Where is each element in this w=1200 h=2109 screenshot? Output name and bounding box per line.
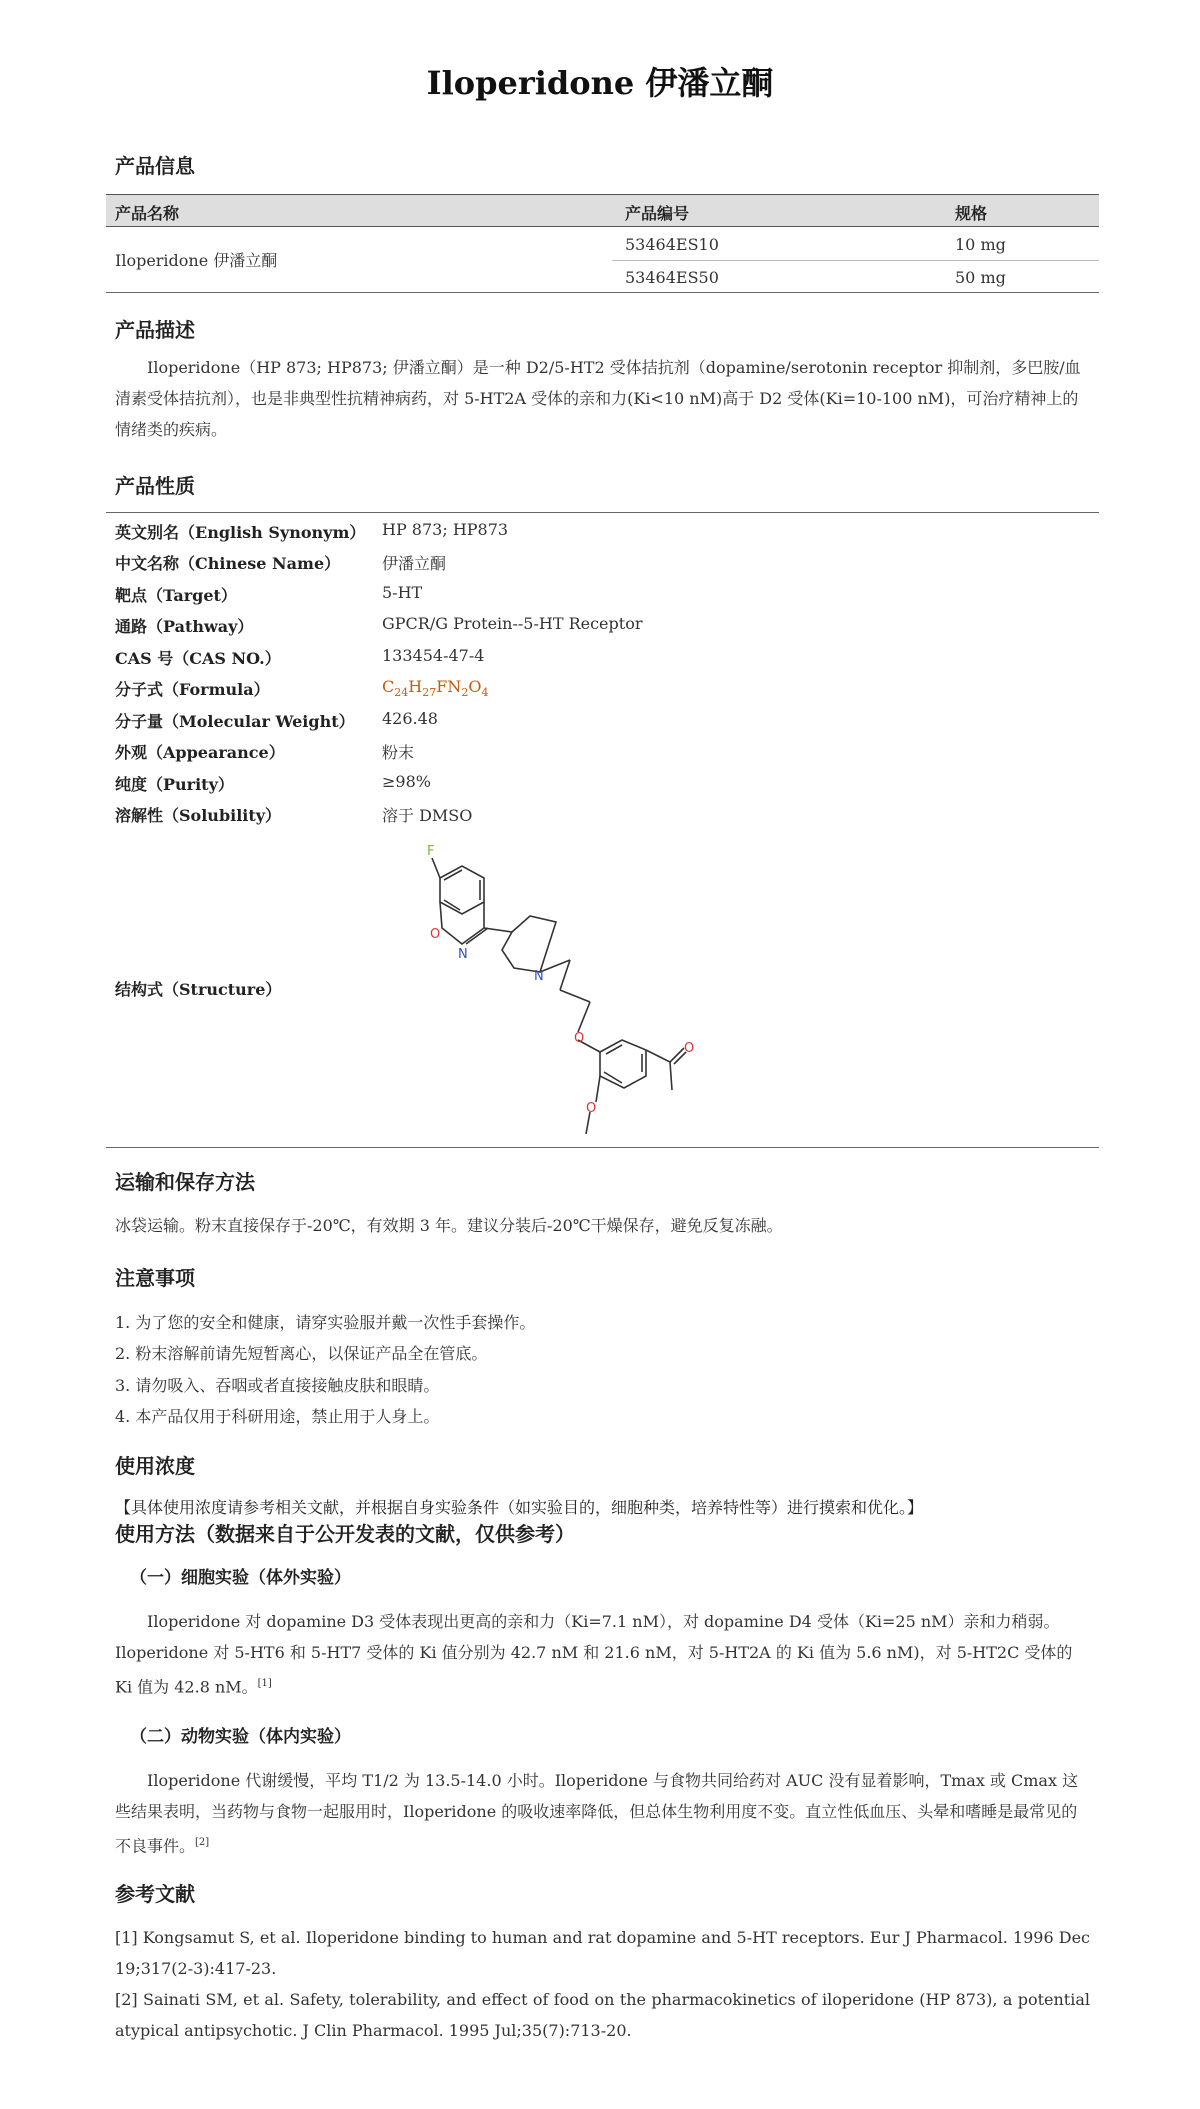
prop-value: 粉末 bbox=[382, 743, 415, 762]
aryl-ring bbox=[600, 1040, 646, 1088]
cell-exp-body: Iloperidone 对 dopamine D3 受体表现出更高的亲和力（Ki=7.1 nM），对 dopamine D4 受体（Ki=25 nM）亲和力稍弱。Iloperidone 对 5-HT6 和 5-HT7 受体的 Ki 值分别为 42.7 nM 和 21.6 nM，对 5-HT2A 的 Ki 值为 5.6 nM)，对 5-HT2C 受体的 Ki 值为 42.8 nM。 bbox=[115, 1612, 1073, 1697]
product-size-cell: 50 mg bbox=[955, 268, 1006, 287]
atom-o: O bbox=[586, 1101, 597, 1116]
product-info-heading: 产品信息 bbox=[115, 154, 195, 178]
animal-exp-body: Iloperidone 代谢缓慢，平均 T1/2 为 13.5-14.0 小时。Iloperidone 与食物共同给药对 AUC 没有显着影响，Tmax 或 Cmax 这些结果表明，当药物与食物一起服用时，Iloperidone 的吸收速率降低，但总体生物利用度不变。直立性低血压、头晕和嗜睡是最常见的不良事件。 bbox=[115, 1771, 1079, 1856]
prop-value: 133454-47-4 bbox=[382, 646, 485, 665]
product-name-cell: Iloperidone 伊潘立酮 bbox=[115, 251, 278, 270]
atom-n: N bbox=[458, 947, 468, 962]
prop-value: 溶于 DMSO bbox=[382, 806, 473, 825]
structure-label: 结构式（Structure） bbox=[115, 980, 282, 999]
prop-label: 分子量（Molecular Weight） bbox=[115, 712, 355, 731]
prop-value: 426.48 bbox=[382, 709, 438, 728]
atom-f: F bbox=[427, 844, 435, 859]
header-code: 产品编号 bbox=[625, 204, 690, 223]
prop-label: 纯度（Purity） bbox=[115, 775, 234, 794]
atom-o: O bbox=[574, 1031, 585, 1046]
prop-value: 伊潘立酮 bbox=[382, 554, 447, 573]
properties-top-rule bbox=[106, 512, 1099, 513]
concentration-heading: 使用浓度 bbox=[115, 1454, 195, 1478]
structure-diagram bbox=[380, 840, 760, 1140]
note-item: 1. 为了您的安全和健康，请穿实验服并戴一次性手套操作。 bbox=[115, 1313, 536, 1332]
storage-text: 冰袋运输。粉末直接保存于-20℃，有效期 3 年。建议分装后-20℃干燥保存，避免反复冻融。 bbox=[115, 1216, 783, 1235]
table-row-divider bbox=[612, 260, 1099, 261]
prop-label: CAS 号（CAS NO.） bbox=[115, 649, 281, 668]
animal-exp-heading: （二）动物实验（体内实验） bbox=[130, 1727, 351, 1747]
page-title: Iloperidone 伊潘立酮 bbox=[426, 64, 774, 102]
cell-exp-heading: （一）细胞实验（体外实验） bbox=[130, 1568, 351, 1588]
concentration-text: 【具体使用浓度请参考相关文献，并根据自身实验条件（如实验目的，细胞种类，培养特性等）进行摸索和优化。】 bbox=[115, 1498, 924, 1517]
description-text: Iloperidone（HP 873; HP873; 伊潘立酮）是一种 D2/5-HT2 受体拮抗剂（dopamine/serotonin receptor 抑制剂，多巴胺/血清素受体拮抗剂），也是非典型性抗精神病药，对 5-HT2A 受体的亲和力(Ki<10 nM)高于 D2 受体(Ki=10-100 nM)，可治疗精神上的情绪类的疾病。 bbox=[115, 358, 1081, 439]
references-heading: 参考文献 bbox=[115, 1882, 195, 1906]
product-table-header bbox=[106, 194, 1099, 227]
prop-label: 外观（Appearance） bbox=[115, 743, 285, 762]
prop-value: HP 873; HP873 bbox=[382, 520, 509, 539]
prop-label: 英文别名（English Synonym） bbox=[115, 523, 366, 542]
product-size-cell: 10 mg bbox=[955, 235, 1006, 254]
properties-heading: 产品性质 bbox=[115, 474, 195, 498]
reference-item: [1] Kongsamut S, et al. Iloperidone binding to human and rat dopamine and 5-HT receptors. Eur J Pharmacol. 1996 Dec 19;317(2-3):417-23. bbox=[115, 1928, 1090, 1978]
atom-o: O bbox=[684, 1041, 695, 1056]
prop-label: 分子式（Formula） bbox=[115, 680, 270, 699]
prop-label: 通路（Pathway） bbox=[115, 617, 254, 636]
header-name: 产品名称 bbox=[115, 204, 180, 223]
product-code-cell: 53464ES50 bbox=[625, 268, 719, 287]
prop-label: 溶解性（Solubility） bbox=[115, 806, 282, 825]
reference-item: [2] Sainati SM, et al. Safety, tolerability, and effect of food on the pharmacokinetics of iloperidone (HP 873), a potential atypical antipsychotic. J Clin Pharmacol. 1995 Jul;35(7):713-20. bbox=[115, 1990, 1090, 2040]
prop-label: 中文名称（Chinese Name） bbox=[115, 554, 341, 573]
prop-value: ≥98% bbox=[382, 772, 431, 791]
product-code-cell: 53464ES10 bbox=[625, 235, 719, 254]
method-heading: 使用方法（数据来自于公开发表的文献，仅供参考） bbox=[115, 1522, 575, 1546]
formula-value: $C_{24}H_{27}FN_2O_4$ bbox=[382, 677, 489, 700]
storage-heading: 运输和保存方法 bbox=[115, 1170, 255, 1194]
notes-heading: 注意事项 bbox=[115, 1266, 195, 1290]
ref-mark: [2] bbox=[195, 1837, 210, 1848]
prop-value: 5-HT bbox=[382, 583, 423, 602]
animal-exp-text bbox=[115, 1765, 1090, 1861]
atom-o: O bbox=[430, 927, 441, 942]
prop-value: GPCR/G Protein--5-HT Receptor bbox=[382, 614, 643, 633]
header-size: 规格 bbox=[955, 204, 988, 223]
piperidine-ring bbox=[502, 916, 556, 972]
properties-bottom-rule bbox=[106, 1147, 1099, 1148]
description-heading: 产品描述 bbox=[115, 318, 195, 342]
atom-n: N bbox=[534, 969, 544, 984]
note-item: 2. 粉末溶解前请先短暂离心，以保证产品全在管底。 bbox=[115, 1344, 488, 1363]
prop-label: 靶点（Target） bbox=[115, 586, 237, 605]
note-item: 3. 请勿吸入、吞咽或者直接接触皮肤和眼睛。 bbox=[115, 1376, 440, 1395]
benzene-ring bbox=[440, 866, 484, 914]
note-item: 4. 本产品仅用于科研用途，禁止用于人身上。 bbox=[115, 1407, 440, 1426]
ref-mark: [1] bbox=[257, 1678, 272, 1689]
table-bottom-rule bbox=[106, 292, 1099, 293]
cell-exp-text bbox=[115, 1606, 1090, 1702]
